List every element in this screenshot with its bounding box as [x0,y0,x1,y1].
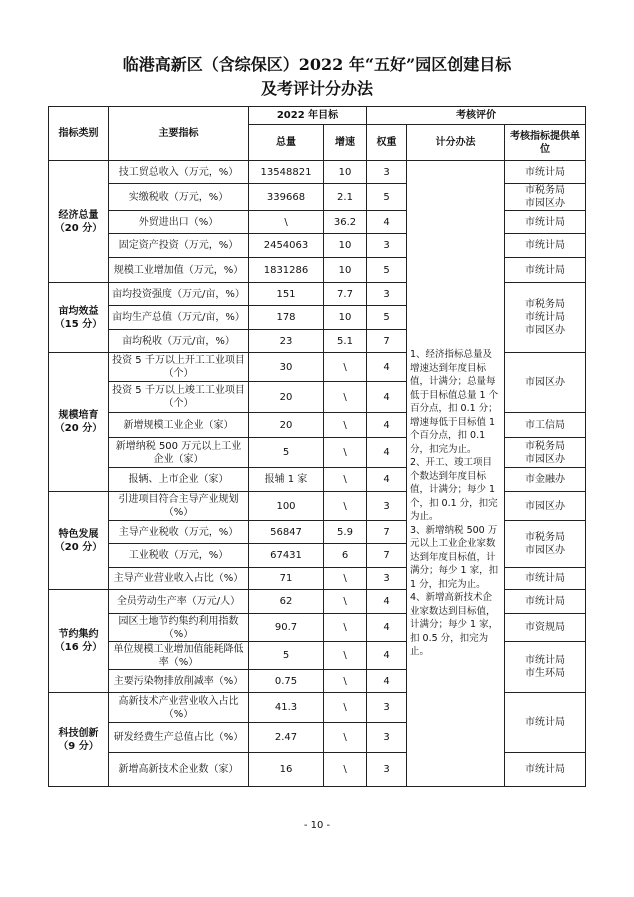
category-scale: 规模培育 （20 分） [49,353,109,492]
indicator-cell: 高新技术产业营业收入占比（%） [109,693,249,723]
table-row [49,642,586,670]
weight-cell: 3 [367,283,407,306]
total-cell: 1831286 [249,258,324,283]
category-feature: 特色发展 （20 分） [49,492,109,590]
dept-cell: 市税务局 市园区办 [505,521,586,568]
indicator-cell: 全员劳动生产率（万元/人） [109,590,249,614]
header-indicator: 主要指标 [109,107,249,161]
total-cell: 报辅 1 家 [249,468,324,492]
indicator-cell: 投资 5 千万以上开工工业项目（个） [109,353,249,382]
dept-cell: 市园区办 [505,353,586,413]
indicator-cell: 报辆、上市企业（家） [109,468,249,492]
dept-cell: 市工信局 [505,413,586,438]
indicator-cell: 园区土地节约集约利用指数（%） [109,614,249,642]
weight-cell: 7 [367,544,407,568]
indicator-cell: 技工贸总收入（万元，%） [109,161,249,184]
weight-cell: 4 [367,614,407,642]
indicator-cell: 引进项目符合主导产业规划（%） [109,492,249,521]
document-subtitle: 及考评计分办法 [260,79,373,98]
weight-cell: 3 [367,234,407,258]
growth-cell: \ [324,590,367,614]
weight-cell: 4 [367,590,407,614]
dept-cell: 市统计局 [505,161,586,184]
growth-cell: 10 [324,306,367,330]
total-cell: 5 [249,438,324,468]
dept-cell: 市统计局 市生环局 [505,642,586,693]
weight-cell: 4 [367,438,407,468]
indicator-cell: 新增规模工业企业（家） [109,413,249,438]
total-cell: 62 [249,590,324,614]
growth-cell: 5.1 [324,330,367,353]
table-row [49,234,586,258]
weight-cell: 5 [367,306,407,330]
indicator-cell: 主导产业税收（万元，%） [109,521,249,544]
weight-cell: 3 [367,753,407,787]
indicator-cell: 研发经费生产总值占比（%） [109,723,249,753]
growth-cell: \ [324,670,367,693]
total-cell: 30 [249,353,324,382]
table-row [49,413,586,438]
indicator-cell: 主导产业营业收入占比（%） [109,568,249,590]
indicator-cell: 主要污染物排放削减率（%） [109,670,249,693]
table-row [49,353,586,382]
weight-cell: 5 [367,184,407,211]
total-cell: 100 [249,492,324,521]
dept-cell: 市统计局 [505,211,586,234]
category-tech: 科技创新 （9 分） [49,693,109,787]
table-row [49,184,586,211]
total-cell: 178 [249,306,324,330]
table-row [49,211,586,234]
indicator-cell: 亩均生产总值（万元/亩，%） [109,306,249,330]
growth-cell: \ [324,468,367,492]
indicator-cell: 新增高新技术企业数（家） [109,753,249,787]
weight-cell: 3 [367,161,407,184]
growth-cell: 36.2 [324,211,367,234]
scoring-method-text: 1、经济指标总量及增速达到年度目标值，计满分；总量每低于目标值总量 1 个百分点，扣 0.1 分；增速每低于目标值 1 个百分点，扣 0.1 分，扣完为止。 2、开工、竣工项目个数达到年度目标值，计满分；每少 1 个，扣 0.1 分，扣完为止。 3、新增纳税 500 万元以上工业企业家数达到年度目标值，计满分；每少 1 家，扣 1 分，扣完为止。 4、新增高新技术企业家数达到目标值，计满分；每少 1 家，扣 0.5 分，扣完为止。 [410,349,499,658]
total-cell: 56847 [249,521,324,544]
document-title: 临港高新区（含综保区）2022 年“五好”园区创建目标 [122,55,512,74]
table-row [49,438,586,468]
total-cell: \ [249,211,324,234]
page-number: - 10 - [303,820,331,831]
dept-cell: 市金融办 [505,468,586,492]
indicator-cell: 实缴税收（万元，%） [109,184,249,211]
total-cell: 13548821 [249,161,324,184]
total-cell: 71 [249,568,324,590]
total-cell: 151 [249,283,324,306]
dept-cell: 市税务局 市园区办 [505,184,586,211]
total-cell: 16 [249,753,324,787]
growth-cell: 10 [324,161,367,184]
growth-cell: 5.9 [324,521,367,544]
weight-cell: 5 [367,258,407,283]
weight-cell: 4 [367,670,407,693]
header-category: 指标类别 [49,107,109,161]
dept-cell: 市统计局 [505,693,586,753]
growth-cell: \ [324,753,367,787]
dept-cell: 市统计局 [505,568,586,590]
total-cell: 90.7 [249,614,324,642]
table-row [49,614,586,642]
growth-cell: 6 [324,544,367,568]
growth-cell: 2.1 [324,184,367,211]
header-method: 计分办法 [407,125,505,161]
weight-cell: 7 [367,521,407,544]
header-target-group: 2022 年目标 [249,107,367,125]
growth-cell: 10 [324,234,367,258]
table-row [49,590,586,614]
dept-cell: 市园区办 [505,492,586,521]
weight-cell: 3 [367,492,407,521]
indicator-cell: 固定资产投资（万元，%） [109,234,249,258]
indicator-cell: 亩均税收（万元/亩，%） [109,330,249,353]
table-row [49,492,586,521]
total-cell: 23 [249,330,324,353]
growth-cell: \ [324,642,367,670]
total-cell: 0.75 [249,670,324,693]
dept-cell: 市统计局 [505,753,586,787]
weight-cell: 4 [367,382,407,413]
category-economy: 经济总量 （20 分） [49,161,109,283]
header-eval-group: 考核评价 [367,107,586,125]
evaluation-table [48,106,586,787]
table-row [49,258,586,283]
weight-cell: 4 [367,353,407,382]
total-cell: 20 [249,382,324,413]
growth-cell: \ [324,723,367,753]
total-cell: 339668 [249,184,324,211]
table-row [49,521,586,544]
header-weight: 权重 [367,125,407,161]
weight-cell: 3 [367,723,407,753]
total-cell: 41.3 [249,693,324,723]
dept-cell: 市资规局 [505,614,586,642]
category-mu: 亩均效益 （15 分） [49,283,109,353]
total-cell: 2454063 [249,234,324,258]
header-dept: 考核指标提供单位 [505,125,586,161]
table-row [49,468,586,492]
growth-cell: 7.7 [324,283,367,306]
total-cell: 67431 [249,544,324,568]
weight-cell: 4 [367,211,407,234]
dept-cell: 市税务局 市统计局 市园区办 [505,283,586,353]
weight-cell: 3 [367,568,407,590]
growth-cell: \ [324,693,367,723]
indicator-cell: 工业税收（万元，%） [109,544,249,568]
total-cell: 5 [249,642,324,670]
dept-cell: 市统计局 [505,234,586,258]
growth-cell: \ [324,382,367,413]
growth-cell: \ [324,492,367,521]
weight-cell: 3 [367,693,407,723]
growth-cell: \ [324,614,367,642]
weight-cell: 4 [367,468,407,492]
table-row [49,568,586,590]
dept-cell: 市税务局 市园区办 [505,438,586,468]
indicator-cell: 亩均投资强度（万元/亩，%） [109,283,249,306]
growth-cell: \ [324,413,367,438]
total-cell: 20 [249,413,324,438]
growth-cell: \ [324,353,367,382]
table-row [49,693,586,723]
header-growth: 增速 [324,125,367,161]
weight-cell: 4 [367,413,407,438]
weight-cell: 4 [367,642,407,670]
dept-cell: 市统计局 [505,590,586,614]
indicator-cell: 投资 5 千万以上竣工工业项目（个） [109,382,249,413]
scoring-method [407,161,505,787]
table-row [49,161,586,184]
table-row [49,753,586,787]
indicator-cell: 新增纳税 500 万元以上工业企业（家） [109,438,249,468]
total-cell: 2.47 [249,723,324,753]
weight-cell: 7 [367,330,407,353]
growth-cell: \ [324,568,367,590]
indicator-cell: 外贸进出口（%） [109,211,249,234]
growth-cell: \ [324,438,367,468]
growth-cell: 10 [324,258,367,283]
dept-cell: 市统计局 [505,258,586,283]
header-total: 总量 [249,125,324,161]
category-saving: 节约集约 （16 分） [49,590,109,693]
indicator-cell: 规模工业增加值（万元，%） [109,258,249,283]
indicator-cell: 单位规模工业增加值能耗降低率（%） [109,642,249,670]
table-row [49,283,586,306]
